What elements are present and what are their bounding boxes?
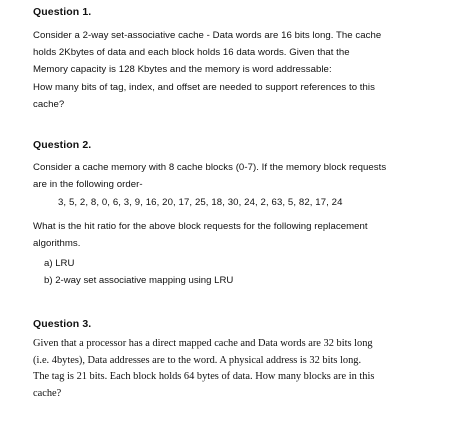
question-3-body-line: The tag is 21 bits. Each block holds 64 bytes of data. How many blocks are in this (33, 371, 375, 382)
question-1-heading: Question 1. (33, 6, 92, 18)
block-request-sequence: 3, 5, 2, 8, 0, 6, 3, 9, 16, 20, 17, 25, 18, 30, 24, 2, 63, 5, 82, 17, 24 (58, 197, 343, 208)
question-2-ask-line: algorithms. (33, 238, 81, 249)
question-1-ask-line: How many bits of tag, index, and offset are needed to support references to this (33, 82, 375, 93)
question-3-body-line: Given that a processor has a direct mapped cache and Data words are 32 bits long (33, 338, 373, 349)
question-3-body-line: (i.e. 4bytes), Data addresses are to the word. A physical address is 32 bits long. (33, 354, 362, 366)
question-3-heading: Question 3. (33, 318, 92, 330)
question-1-ask (33, 79, 443, 113)
question-2-body-line: Consider a cache memory with 8 cache blocks (0-7). If the memory block requests (33, 162, 387, 173)
question-2-body-line: are in the following order- (33, 179, 143, 190)
option-b: b) 2-way set associative mapping using LRU (44, 275, 234, 286)
question-1-body-line: Consider a 2-way set-associative cache - Data words are 16 bits long. The cache (33, 30, 382, 41)
question-1-ask-line: cache? (33, 99, 65, 110)
question-2-heading: Question 2. (33, 139, 92, 151)
question-3-body (33, 336, 443, 402)
question-3-body-line: cache? (33, 387, 62, 399)
question-2-options (44, 255, 233, 289)
question-1-body-line: Memory capacity is 128 Kbytes and the memory is word addressable: (33, 64, 332, 75)
question-2-ask (33, 218, 443, 252)
option-a: a) LRU (44, 258, 75, 269)
question-1-body (33, 27, 443, 78)
question-1-body-line: holds 2Kbytes of data and each block holds 16 data words. Given that the (33, 47, 350, 58)
question-2-ask-line: What is the hit ratio for the above block requests for the following replacement (33, 221, 368, 232)
question-2-body (33, 159, 443, 193)
